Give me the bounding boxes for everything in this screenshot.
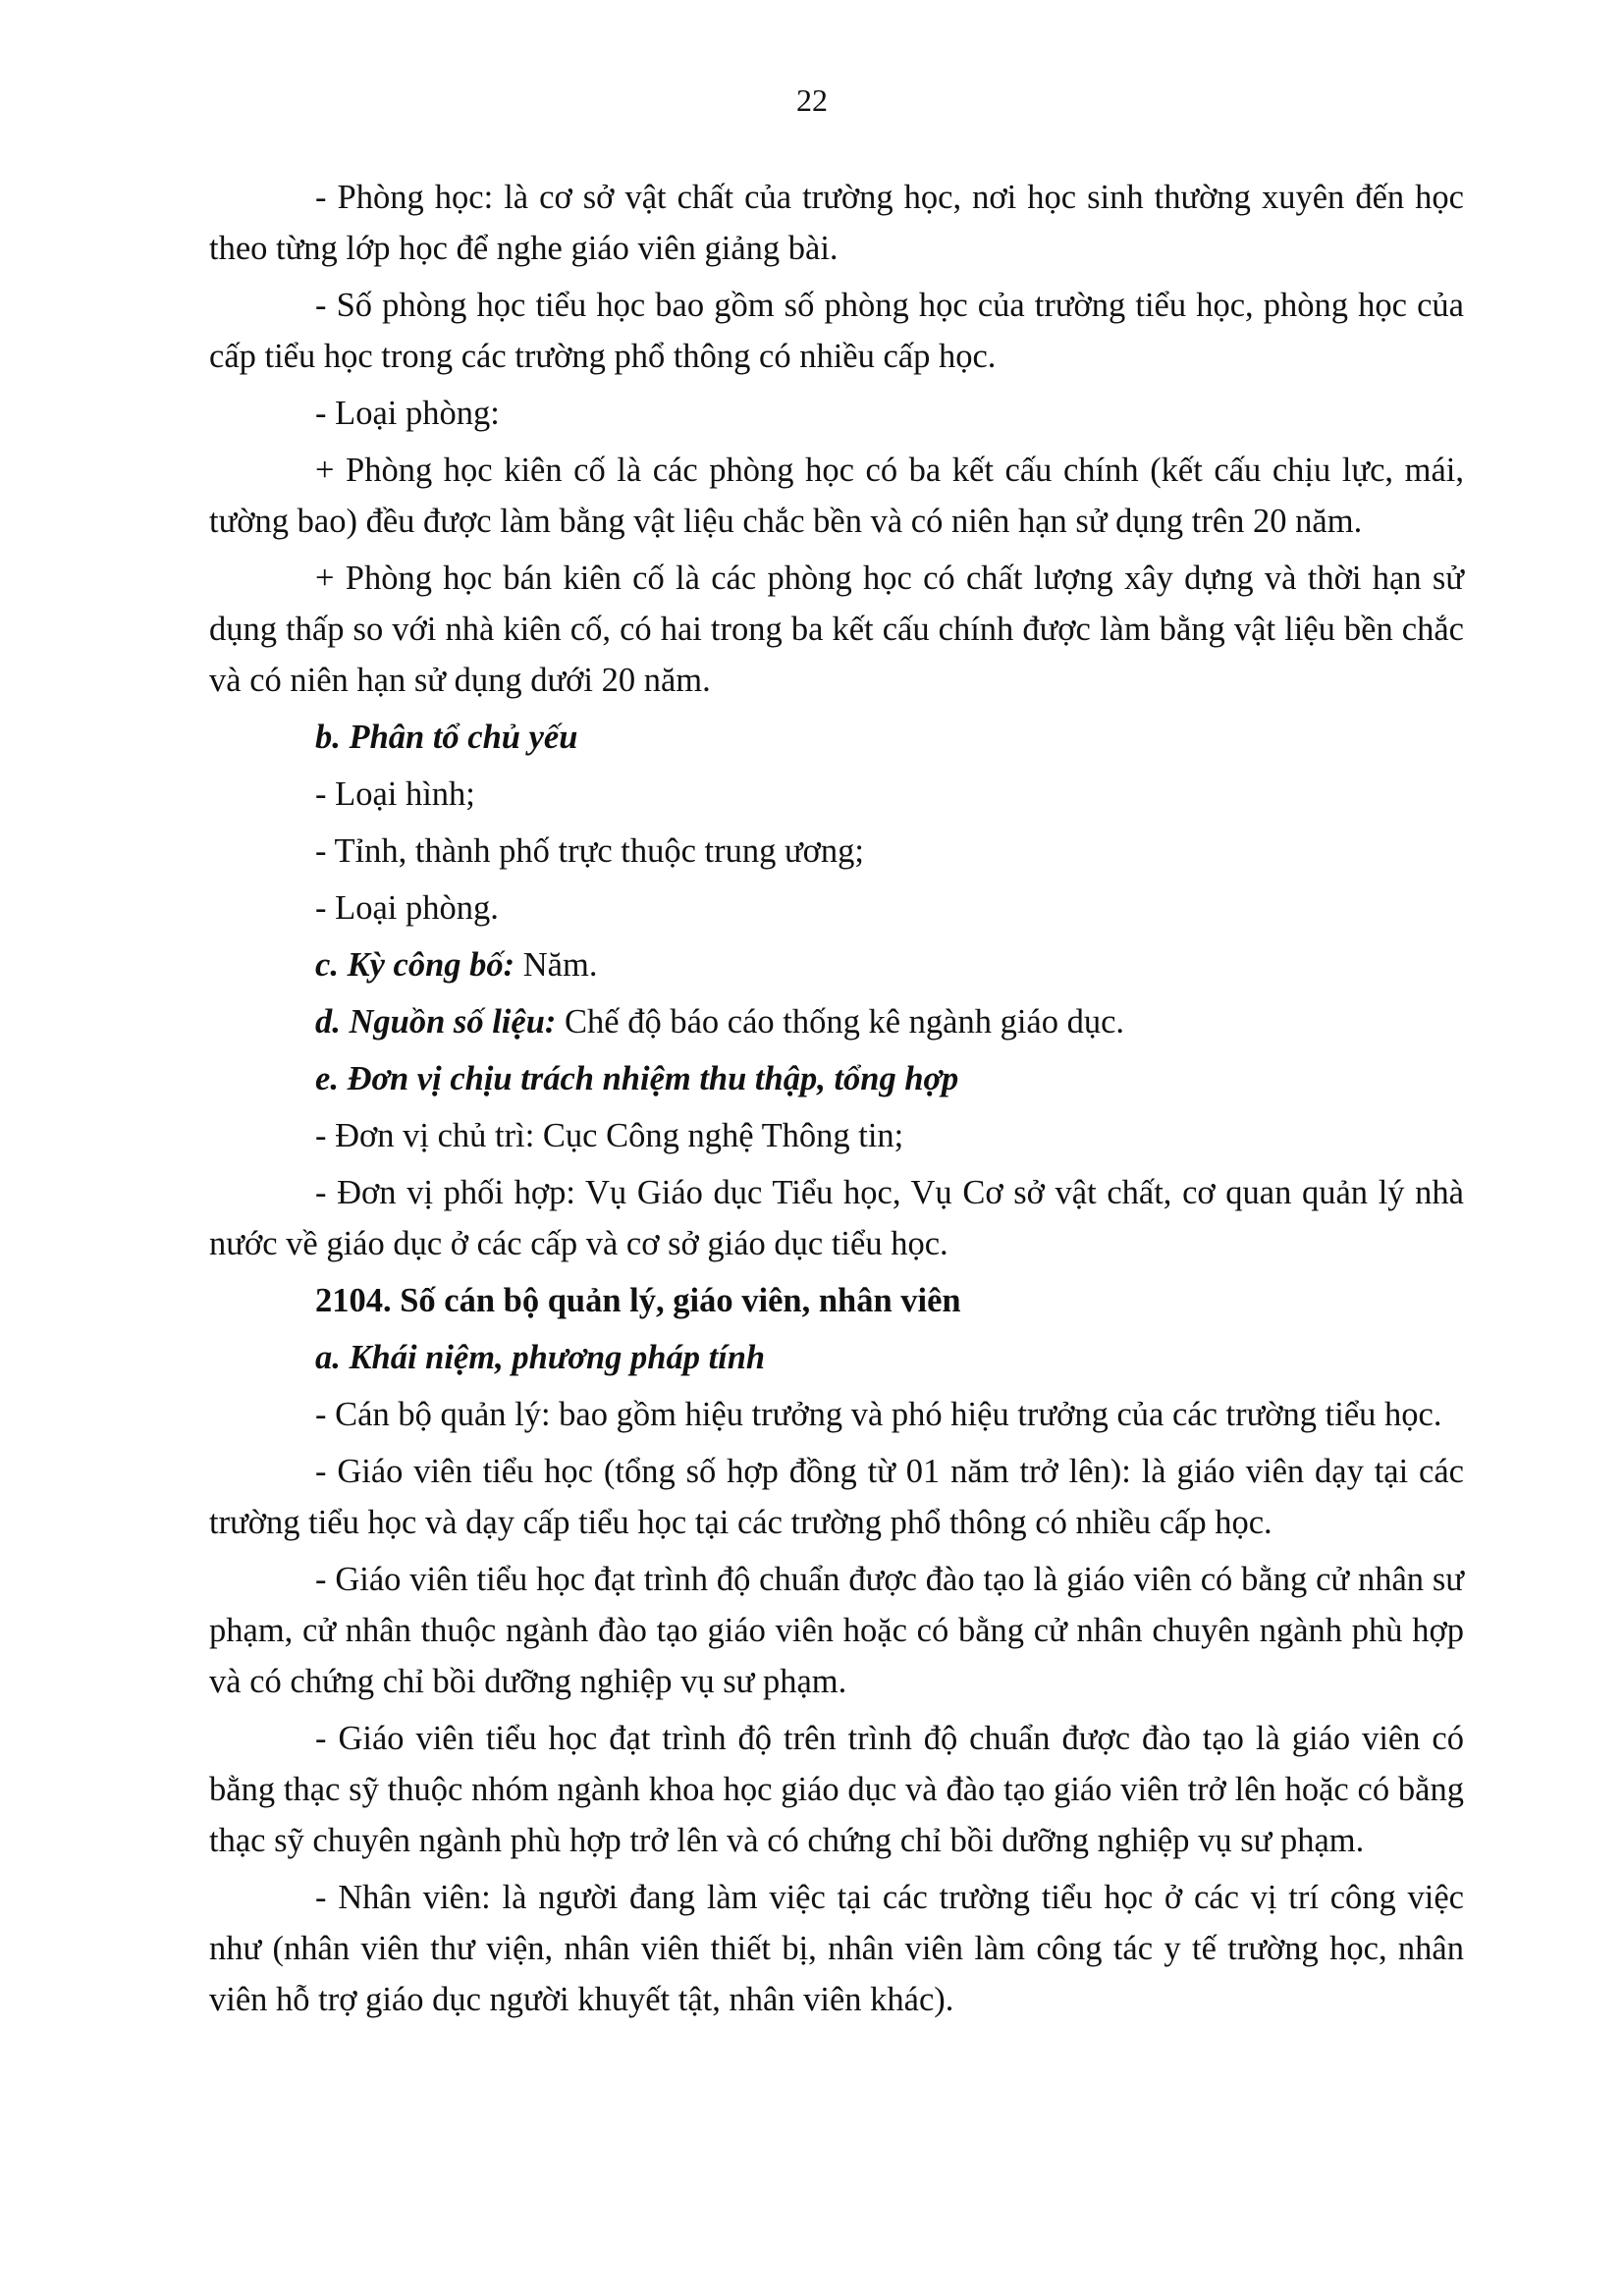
paragraph-phong-hoc: - Phòng học: là cơ sở vật chất của trường học, nơi học sinh thường xuyên đến học theo từng lớp học để nghe giáo viên giảng bài. xyxy=(209,179,1464,267)
paragraph-can-bo-quan-ly: - Cán bộ quản lý: bao gồm hiệu trưởng và phó hiệu trưởng của các trường tiểu học. xyxy=(315,1396,1442,1433)
paragraph-giao-vien-tieu-hoc: - Giáo viên tiểu học (tổng số hợp đồng từ 01 năm trở lên): là giáo viên dạy tại các trường tiểu học và dạy cấp tiểu học tại các trường phổ thông có nhiều cấp học. xyxy=(209,1453,1464,1541)
list-item-tinh-thanh: - Tỉnh, thành phố trực thuộc trung ương; xyxy=(315,832,865,870)
paragraph-loai-phong: - Loại phòng: xyxy=(315,395,500,432)
list-item-loai-hinh: - Loại hình; xyxy=(315,775,475,813)
ky-cong-bo-label: c. Kỳ công bố: xyxy=(315,946,515,984)
paragraph-nhan-vien: - Nhân viên: là người đang làm việc tại các trường tiểu học ở các vị trí công việc như (nhân viên thư viện, nhân viên thiết bị, nhân viên làm công tác y tế trường học, nhân viên hỗ trợ giáo dục người khuyết tật, nhân viên khác). xyxy=(209,1879,1464,2018)
document-body xyxy=(209,172,1464,2031)
paragraph-dat-chuan: - Giáo viên tiểu học đạt trình độ chuẩn được đào tạo là giáo viên có bằng cử nhân sư phạm, cử nhân thuộc ngành đào tạo giáo viên hoặc có bằng cử nhân chuyên ngành phù hợp và có chứng chỉ bồi dưỡng nghiệp vụ sư phạm. xyxy=(209,1561,1464,1700)
heading-khai-niem: a. Khái niệm, phương pháp tính xyxy=(315,1339,766,1376)
heading-ky-cong-bo xyxy=(209,939,1464,990)
heading-nguon-so-lieu xyxy=(209,996,1464,1047)
nguon-so-lieu-label: d. Nguồn số liệu: xyxy=(315,1003,557,1041)
heading-don-vi: e. Đơn vị chịu trách nhiệm thu thập, tổng hợp xyxy=(315,1060,959,1097)
page-number: 22 xyxy=(796,82,828,118)
list-item-loai-phong: - Loại phòng. xyxy=(315,889,499,927)
paragraph-don-vi-phoi-hop: - Đơn vị phối hợp: Vụ Giáo dục Tiểu học, Vụ Cơ sở vật chất, cơ quan quản lý nhà nước về giáo dục ở các cấp và cơ sở giáo dục tiểu học. xyxy=(209,1174,1464,1262)
ky-cong-bo-value: Năm. xyxy=(514,946,598,984)
paragraph-don-vi-chu-tri: - Đơn vị chủ trì: Cục Công nghệ Thông tin; xyxy=(315,1117,904,1154)
paragraph-tren-chuan: - Giáo viên tiểu học đạt trình độ trên trình độ chuẩn được đào tạo là giáo viên có bằng thạc sỹ thuộc nhóm ngành khoa học giáo dục và đào tạo giáo viên trở lên hoặc có bằng thạc sỹ chuyên ngành phù hợp trở lên và có chứng chỉ bồi dưỡng nghiệp vụ sư phạm. xyxy=(209,1720,1464,1859)
paragraph-kien-co: + Phòng học kiên cố là các phòng học có ba kết cấu chính (kết cấu chịu lực, mái, tường bao) đều được làm bằng vật liệu chắc bền và có niên hạn sử dụng trên 20 năm. xyxy=(209,452,1464,540)
paragraph-ban-kien-co: + Phòng học bán kiên cố là các phòng học có chất lượng xây dựng và thời hạn sử dụng thấp so với nhà kiên cố, có hai trong ba kết cấu chính được làm bằng vật liệu bền chắc và có niên hạn sử dụng dưới 20 năm. xyxy=(209,560,1464,699)
nguon-so-lieu-value: Chế độ báo cáo thống kê ngành giáo dục. xyxy=(556,1003,1125,1041)
paragraph-so-phong-hoc: - Số phòng học tiểu học bao gồm số phòng học của trường tiểu học, phòng học của cấp tiểu học trong các trường phổ thông có nhiều cấp học. xyxy=(209,287,1464,375)
heading-phan-to: b. Phân tổ chủ yếu xyxy=(315,719,578,756)
section-heading-2104: 2104. Số cán bộ quản lý, giáo viên, nhân viên xyxy=(315,1282,961,1319)
